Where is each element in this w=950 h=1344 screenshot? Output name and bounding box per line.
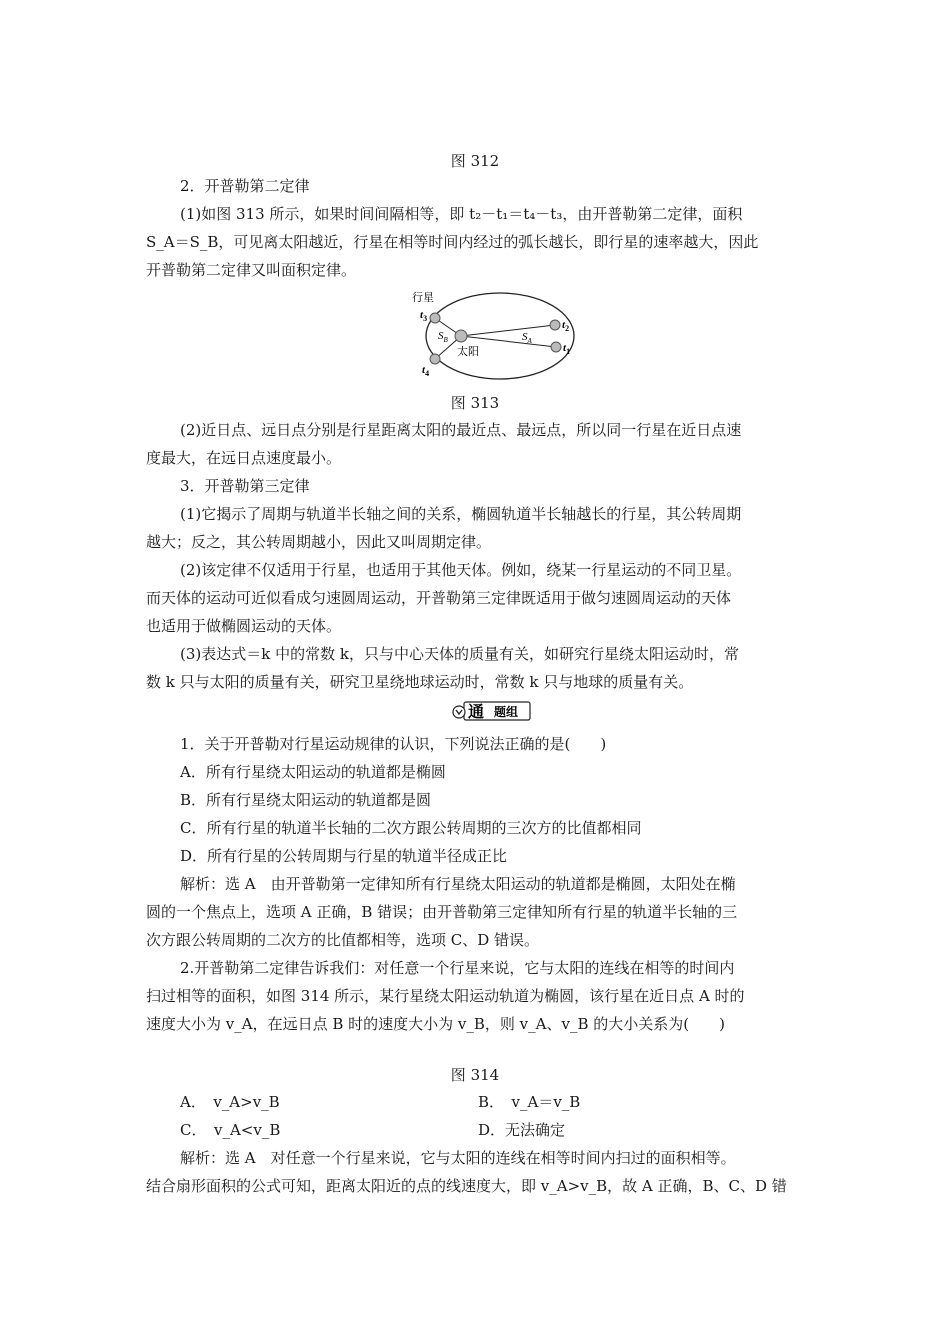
badge-big-text: 通 [468,702,485,721]
badge-small-text: 题组 [494,705,519,719]
figure-312-caption: 图 312 [450,152,500,170]
section-2-heading: 2．开普勒第二定律 [180,177,310,195]
q2-option-c: C． v_A<v_B [180,1121,281,1139]
t2-label: $t_2$ [562,319,570,333]
planet-label: 行星 [412,292,434,304]
planet-t1-icon [551,342,561,352]
orbit-ellipse [426,293,574,379]
s2-para2-line1: (2)近日点、远日点分别是行星距离太阳的最近点、最远点，所以同一行星在近日点速 [180,421,742,439]
practice-badge [450,700,532,722]
figure-313-diagram [408,288,588,388]
s2-para1-line3: 开普勒第二定律又叫面积定律。 [146,261,357,279]
s3-para1-line2: 越大；反之，其公转周期越小，因此又叫周期定律。 [146,533,492,551]
area-sb-label: $S_B$ [438,330,448,344]
q2-option-a: A． v_A>v_B [180,1093,280,1111]
q2-option-b: B． v_A＝v_B [478,1093,581,1111]
area-sa-label: $S_A$ [522,331,532,345]
q2-answer-line2: 结合扇形面积的公式可知，距离太阳近的点的线速度大，即 v_A>v_B，故 A 正确，B、C、D 错 [146,1177,787,1195]
s3-para3-line1: (3)表达式＝k 中的常数 k，只与中心天体的质量有关，如研究行星绕太阳运动时，常 [180,645,739,663]
figure-314-caption: 图 314 [450,1066,500,1084]
radius-line-t2 [461,325,555,336]
q2-stem-line2: 扫过相等的面积，如图 314 所示，某行星绕太阳运动轨道为椭圆，该行星在近日点 A 时的 [146,987,745,1005]
q1-option-d: D．所有行星的公转周期与行星的轨道半径成正比 [180,847,508,865]
s2-para1-line1: (1)如图 313 所示，如果时间间隔相等，即 t₂－t₁＝t₄－t₃，由开普勒第二定律，面积 [180,205,743,223]
planet-t4-icon [430,354,440,364]
q1-answer-line3: 次方跟公转周期的二次方的比值都相等，选项 C、D 错误。 [146,931,540,949]
planet-t2-icon [550,320,560,330]
sun-label: 太阳 [457,346,479,358]
s3-para2-line2: 而天体的运动可近似看成匀速圆周运动，开普勒第三定律既适用于做匀速圆周运动的天体 [146,589,732,607]
section-3-heading: 3．开普勒第三定律 [180,477,310,495]
s3-para2-line1: (2)该定律不仅适用于行星，也适用于其他天体。例如，绕某一行星运动的不同卫星。 [180,561,742,579]
q1-option-b: B．所有行星绕太阳运动的轨道都是圆 [180,791,432,809]
q2-stem-line1: 2.开普勒第二定律告诉我们：对任意一个行星来说，它与太阳的连线在相等的时间内 [180,959,735,977]
q2-answer-line1: 解析：选 A 对任意一个行星来说，它与太阳的连线在相等时间内扫过的面积相等。 [180,1149,736,1167]
s2-para2-line2: 度最大，在远日点速度最小。 [146,449,342,467]
s3-para3-line2: 数 k 只与太阳的质量有关，研究卫星绕地球运动时，常数 k 只与地球的质量有关。 [146,673,694,691]
badge-arrow-icon [453,706,465,718]
q2-option-d: D．无法确定 [478,1121,566,1139]
t1-label: $t_1$ [563,342,571,356]
t4-label: $t_4$ [422,364,430,378]
q2-stem-line3: 速度大小为 v_A，在远日点 B 时的速度大小为 v_B，则 v_A、v_B 的大小关系为( ) [146,1015,725,1033]
t3-label: $t_3$ [420,309,428,323]
q1-option-c: C．所有行星的轨道半长轴的二次方跟公转周期的三次方的比值都相同 [180,819,642,837]
sun-icon [455,330,467,342]
q1-option-a: A．所有行星绕太阳运动的轨道都是椭圆 [180,763,446,781]
q1-stem: 1．关于开普勒对行星运动规律的认识，下列说法正确的是( ) [180,735,607,753]
s3-para1-line1: (1)它揭示了周期与轨道半长轴之间的关系，椭圆轨道半长轴越长的行星，其公转周期 [180,505,742,523]
planet-t3-icon [430,313,440,323]
q1-answer-line2: 圆的一个焦点上，选项 A 正确，B 错误；由开普勒第三定律知所有行星的轨道半长轴的三 [146,903,738,921]
q1-answer-line1: 解析：选 A 由开普勒第一定律知所有行星绕太阳运动的轨道都是椭圆，太阳处在椭 [180,875,736,893]
s2-para1-line2: S_A＝S_B，可见离太阳越近，行星在相等时间内经过的弧长越长，即行星的速率越大，因此 [146,233,759,251]
s3-para2-line3: 也适用于做椭圆运动的天体。 [146,617,342,635]
figure-313-caption: 图 313 [450,394,500,412]
